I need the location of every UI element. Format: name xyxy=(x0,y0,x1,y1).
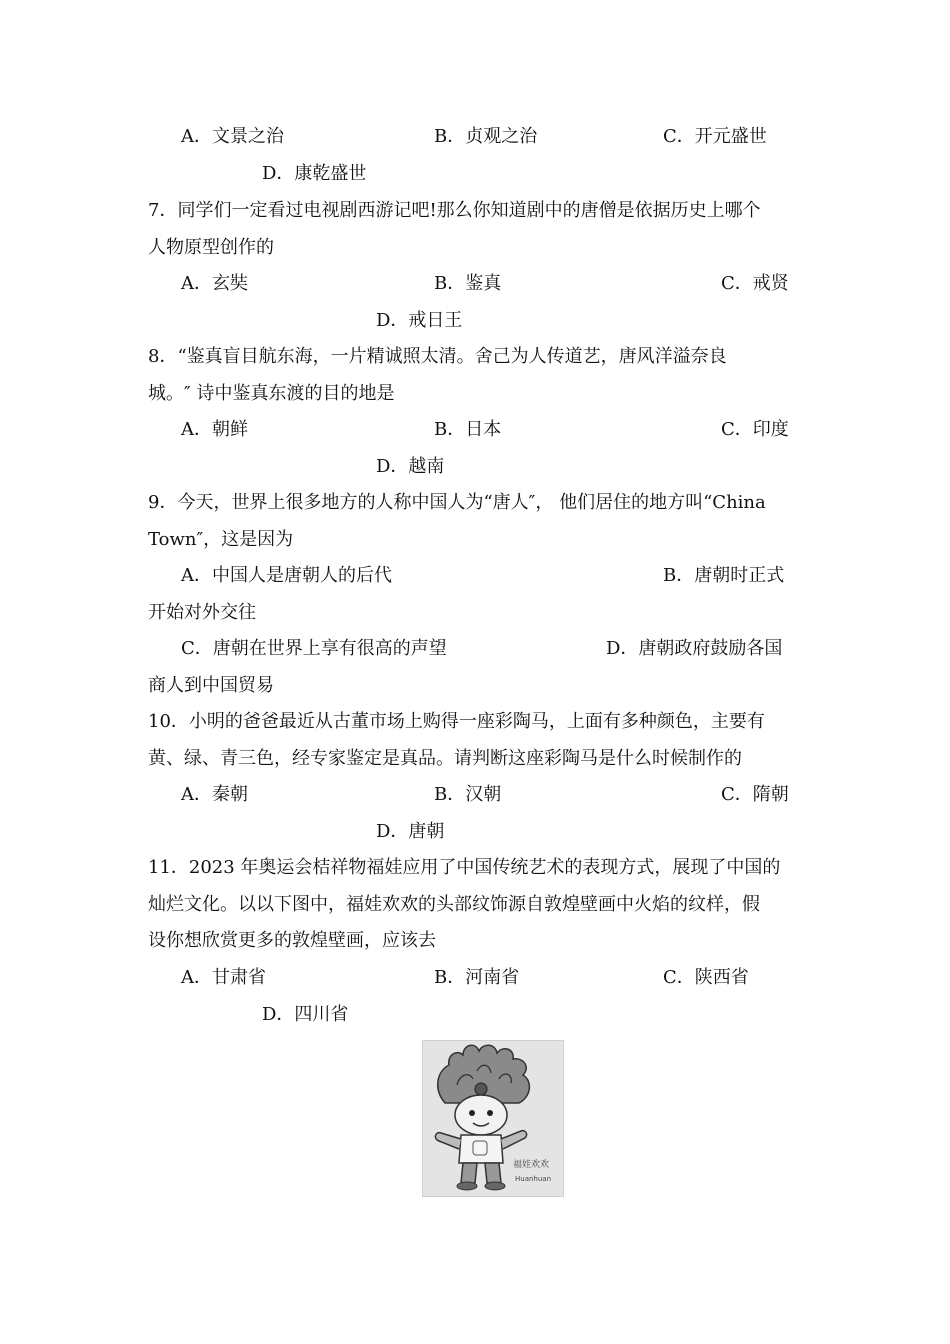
q9-option-b: B．唐朝时正式 xyxy=(663,565,785,586)
q7-option-d: D．戒日王 xyxy=(376,310,463,331)
q7-option-b: B．鉴真 xyxy=(434,273,502,294)
q7-option-c: C．戒贤 xyxy=(721,273,789,294)
q9-option-c: C．唐朝在世界上享有很高的声望 xyxy=(181,638,447,659)
q10-option-d: D．唐朝 xyxy=(376,821,445,842)
q8-option-d: D．越南 xyxy=(376,456,445,477)
q9-option-b-continued: 开始对外交往 xyxy=(148,602,256,623)
q11-option-a: A．甘肃省 xyxy=(181,967,266,988)
q6-option-a: A．文景之治 xyxy=(181,126,284,147)
q7-stem-line-1: 7．同学们一定看过电视剧西游记吧!那么你知道剧中的唐僧是依据历史上哪个 xyxy=(148,200,761,221)
q8-option-b: B．日本 xyxy=(434,419,502,440)
q9-stem-line-2: Town″，这是因为 xyxy=(148,529,294,550)
q8-option-a: A．朝鲜 xyxy=(181,419,248,440)
q9-stem-line-1: 9．今天，世界上很多地方的人称中国人为“唐人″， 他们居住的地方叫“China xyxy=(148,492,766,513)
q11-stem-line-3: 设你想欣赏更多的敦煌壁画，应该去 xyxy=(148,930,436,951)
q11-option-c: C．陕西省 xyxy=(663,967,749,988)
q11-option-d: D．四川省 xyxy=(262,1004,349,1025)
q6-option-b: B．贞观之治 xyxy=(434,126,538,147)
q9-option-d-continued: 商人到中国贸易 xyxy=(148,675,274,696)
q6-option-d: D．康乾盛世 xyxy=(262,163,367,184)
q8-stem-line-2: 城。″ 诗中鉴真东渡的目的地是 xyxy=(148,383,395,404)
mascot-caption-chinese: 福娃欢欢 xyxy=(513,1160,550,1170)
q11-stem-line-2: 灿烂文化。以以下图中，福娃欢欢的头部纹饰源自敦煌壁画中火焰的纹样，假 xyxy=(148,894,760,915)
q11-stem-line-1: 11．2023 年奥运会桔祥物福娃应用了中国传统艺术的表现方式，展现了中国的 xyxy=(148,857,781,878)
q7-stem-line-2: 人物原型创作的 xyxy=(148,237,274,258)
q10-stem-line-2: 黄、绿、青三色，经专家鉴定是真品。请判断这座彩陶马是什么时候制作的 xyxy=(148,748,742,769)
q8-stem-line-1: 8．“鉴真盲目航东海，一片精诚照太清。舍己为人传道艺，唐风洋溢奈良 xyxy=(148,346,727,367)
q10-option-c: C．隋朝 xyxy=(721,784,789,805)
q10-stem-line-1: 10．小明的爸爸最近从古董市场上购得一座彩陶马，上面有多种颜色，主要有 xyxy=(148,711,765,732)
q11-option-b: B．河南省 xyxy=(434,967,520,988)
mascot-caption-english: Huanhuan xyxy=(515,1175,552,1183)
q10-option-b: B．汉朝 xyxy=(434,784,502,805)
q7-option-a: A．玄奘 xyxy=(181,273,248,294)
q6-option-c: C．开元盛世 xyxy=(663,126,767,147)
fuwa-huanhuan-mascot-icon xyxy=(422,1040,564,1197)
q9-option-d: D．唐朝政府鼓励各国 xyxy=(606,638,783,659)
q10-option-a: A．秦朝 xyxy=(181,784,248,805)
q9-option-a: A．中国人是唐朝人的后代 xyxy=(181,565,392,586)
q8-option-c: C．印度 xyxy=(721,419,789,440)
